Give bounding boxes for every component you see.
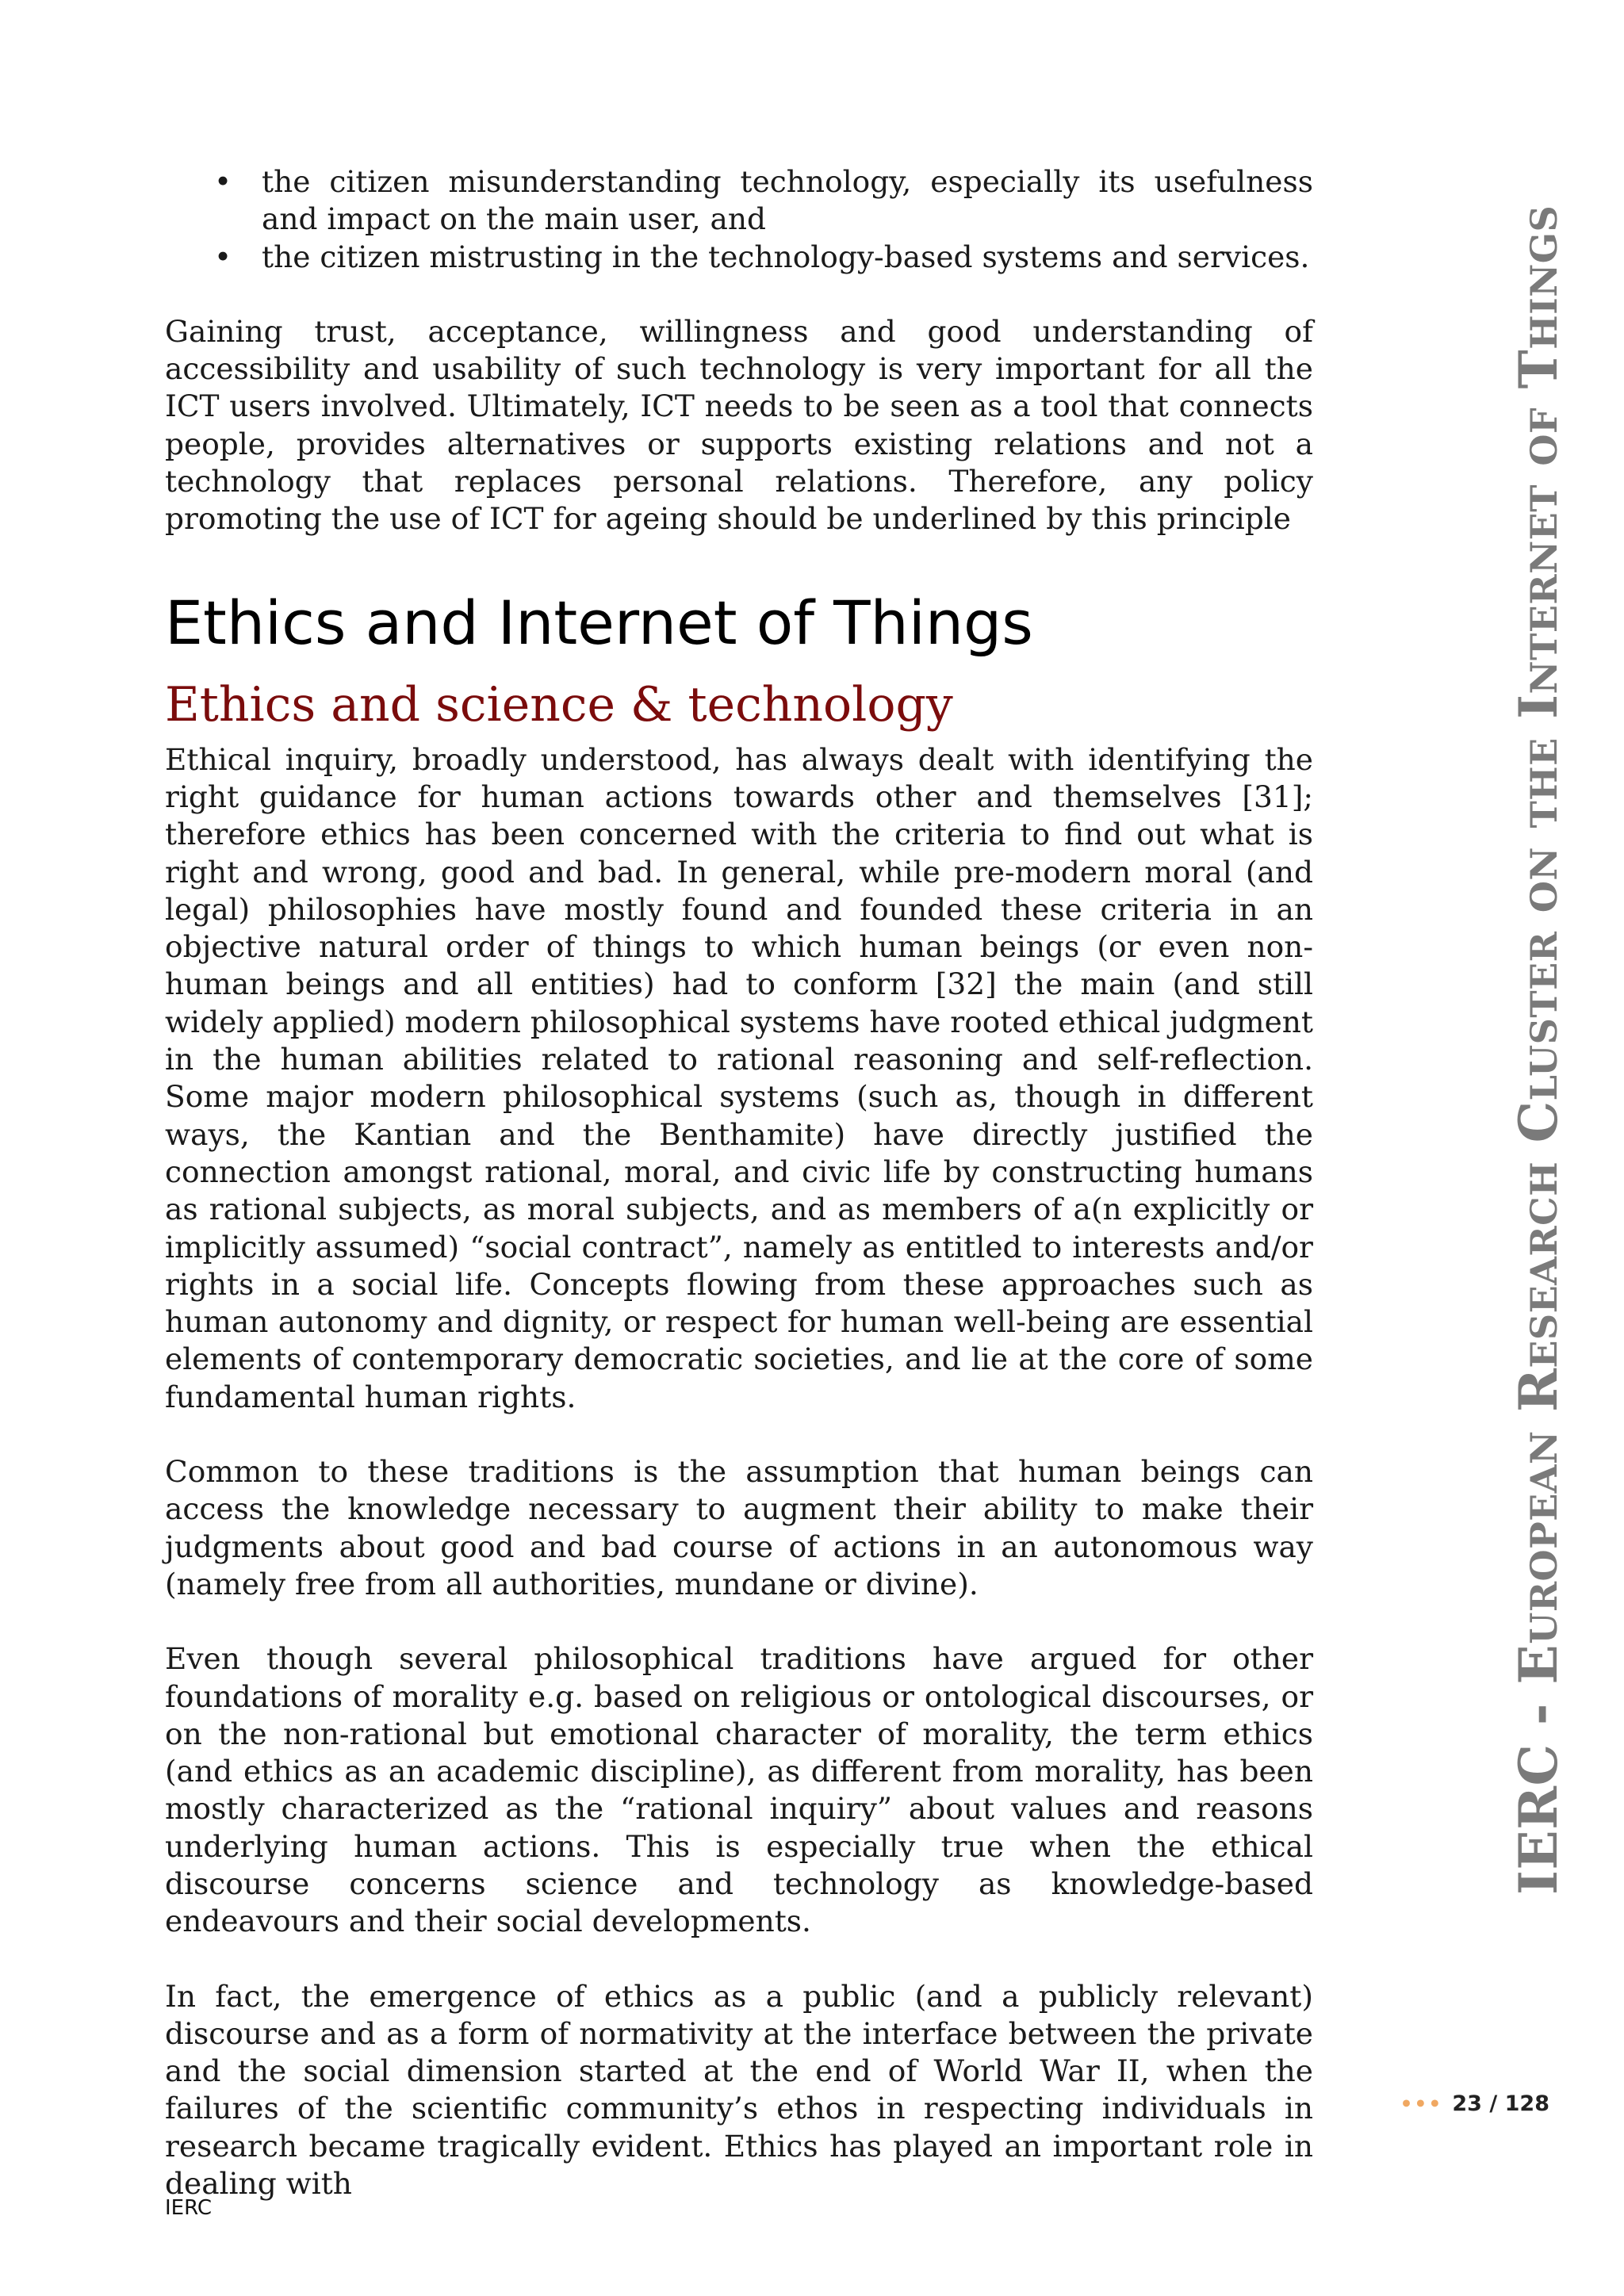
- subsection-heading: Ethics and science & technology: [165, 676, 953, 733]
- bullet-list: [165, 163, 1313, 276]
- paragraph: Gaining trust, acceptance, willingness and good understanding of accessibility and usability of such technology is very important for all the ICT users involved. Ultimately, ICT needs to be seen as a tool that connects people, provides alternatives or supports existing relations and not a technology that replaces personal relations. Therefore, any policy promoting the use of ICT for ageing should be underlined by this principle: [165, 313, 1313, 537]
- paragraph: In fact, the emergence of ethics as a public (and a publicly relevant) discourse and as a form of normativity at the interface between the private and the social dimension started at the end of World War II, when the failures of the scientific community’s ethos in respecting individuals in research became tragically evident. Ethics has played an important role in dealing with: [165, 1978, 1313, 2202]
- page-number-text: 23 / 128: [1452, 2091, 1549, 2116]
- section-heading: Ethics and Internet of Things: [165, 587, 1033, 658]
- page-content: [165, 163, 1313, 2202]
- list-item: [165, 163, 1313, 239]
- bullet-text: the citizen mistrusting in the technology-based systems and services.: [262, 239, 1310, 274]
- list-item: [165, 239, 1313, 276]
- bullet-icon: •: [214, 164, 232, 199]
- page-number: [1400, 2091, 1549, 2116]
- side-running-title: IERC - European Research Cluster on the Internet of Things: [1507, 205, 1569, 1895]
- dots-icon: •••: [1400, 2092, 1443, 2115]
- bullet-icon: •: [214, 239, 232, 274]
- paragraph: Ethical inquiry, broadly understood, has always dealt with identifying the right guidance for human actions towards other and themselves [31]; therefore ethics has been concerned with the criteria to find out what is right and wrong, good and bad. In general, while pre-modern moral (and legal) philosophies have mostly found and founded these criteria in an objective natural order of things to which human beings (or even non-human beings and all entities) had to conform [32] the main (and still widely applied) modern philosophical systems have rooted ethical judgment in the human abilities related to rational reasoning and self-reflection. Some major modern philosophical systems (such as, though in different ways, the Kantian and the Benthamite) have directly justified the connection amongst rational, moral, and civic life by constructing humans as rational subjects, as moral subjects, and as members of a(n explicitly or implicitly assumed) “social contract”, namely as entitled to interests and/or rights in a social life. Concepts flowing from these approaches such as human autonomy and dignity, or respect for human well-being are essential elements of contemporary democratic societies, and lie at the core of some fundamental human rights.: [165, 741, 1313, 1414]
- paragraph: Common to these traditions is the assumption that human beings can access the knowledge necessary to augment their ability to make their judgments about good and bad course of actions in an autonomous way (namely free from all authorities, mundane or divine).: [165, 1454, 1313, 1601]
- paragraph: Even though several philosophical traditions have argued for other foundations of morality e.g. based on religious or ontological discourses, or on the non-rational but emotional character of morality, the term ethics (and ethics as an academic discipline), as different from morality, has been mostly characterized as the “rational inquiry” about values and reasons underlying human actions. This is especially true when the ethical discourse concerns science and technology as knowledge-based endeavours and their social developments.: [165, 1641, 1313, 1939]
- footer-text: IERC: [165, 2196, 213, 2220]
- bullet-text: the citizen misunderstanding technology, especially its usefulness and impact on the main user, and: [262, 164, 1313, 237]
